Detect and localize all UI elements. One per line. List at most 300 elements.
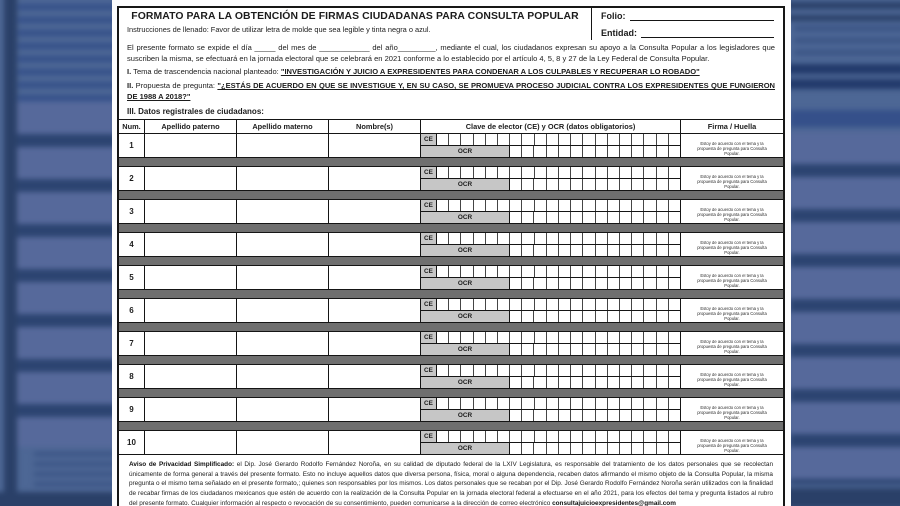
ocr-strip <box>421 344 680 355</box>
ce-box <box>620 134 632 145</box>
ocr-strip <box>421 377 680 388</box>
apellido-paterno-cell <box>145 365 237 388</box>
ocr-box <box>547 443 559 454</box>
ce-box <box>547 233 559 244</box>
document-page <box>112 0 791 506</box>
ocr-box <box>608 443 620 454</box>
ocr-box <box>596 212 608 223</box>
consent-note: Estoy de acuerdo con el tema y la propuesta de pregunta para Consulta Popular. <box>697 372 767 387</box>
ocr-box <box>510 410 522 421</box>
ce-box <box>474 398 486 409</box>
ce-box <box>632 266 644 277</box>
background-edge-strip <box>4 0 17 506</box>
consent-note: Estoy de acuerdo con el tema y la propuesta de pregunta para Consulta Popular. <box>697 174 767 189</box>
ce-box <box>437 134 449 145</box>
ce-box <box>510 134 522 145</box>
ce-box <box>669 431 680 442</box>
ocr-box <box>620 245 632 256</box>
entidad-row <box>601 28 774 38</box>
ce-box <box>608 332 620 343</box>
row-number-cell: 7 <box>119 332 145 355</box>
ce-strip <box>421 134 680 146</box>
ocr-box <box>559 245 571 256</box>
folio-row <box>601 11 774 21</box>
ocr-box <box>632 245 644 256</box>
clave-elector-cell <box>421 431 681 454</box>
background-bottom-bar <box>0 492 116 506</box>
privacy-notice-body: el Dip. José Gerardo Rodolfo Fernández Noroña, en su calidad de diputado federal de la LXIV Legislatura, es responsable del tratamiento de los datos personales que se recolectan únicamente de forma general a través del presente formato. Esto no incluye aquellos datos que diversa persona, física, moral o alguna dependencia, recaben datos afirmando el mismo objeto de la Consulta Popular, la misma pregunta o el mismo tema señalado en el presente formato,; quienes son responsables por los mismos. Los datos personales que se recaban por el Dip. José Gerardo Rodolfo Fernández Noroña serán utilizados con la finalidad de recabar firmas de los ciudadanos mexicanos que estén de acuerdo con la realización de la Consulta Popular en la jornada electoral federal a efectuarse en el año 2021, para los efectos del tema y pregunta listados al rubro del presente formato. Cualquier información al respecto o revocación de su consentimiento, pueden comunicarse a la dirección de correo electrónico <box>129 461 774 506</box>
clave-elector-cell <box>421 365 681 388</box>
ce-box <box>535 365 547 376</box>
ocr-box <box>522 146 534 157</box>
ocr-strip <box>421 443 680 454</box>
background-text-lines <box>794 26 900 60</box>
ce-box <box>571 431 583 442</box>
ocr-label: OCR <box>421 344 510 355</box>
ce-box <box>522 134 534 145</box>
ce-box <box>437 398 449 409</box>
row-number-cell: 6 <box>119 299 145 322</box>
background-quote-bar <box>786 79 900 89</box>
ocr-box <box>620 212 632 223</box>
ce-box <box>620 299 632 310</box>
ocr-box <box>596 410 608 421</box>
ce-box <box>522 332 534 343</box>
ce-box <box>522 365 534 376</box>
ocr-box <box>534 146 546 157</box>
ce-box <box>644 332 656 343</box>
ce-box <box>510 299 522 310</box>
ce-box <box>449 233 461 244</box>
ce-box <box>657 431 669 442</box>
ocr-box <box>608 245 620 256</box>
table-row <box>119 200 783 223</box>
ocr-box <box>547 344 559 355</box>
ce-box <box>498 200 510 211</box>
apellido-paterno-cell <box>145 431 237 454</box>
ce-box <box>547 431 559 442</box>
ce-strip <box>421 200 680 212</box>
ce-box <box>510 233 522 244</box>
apellido-materno-cell <box>237 134 329 157</box>
ocr-box <box>522 245 534 256</box>
firma-huella-cell <box>681 266 783 289</box>
ce-box <box>596 365 608 376</box>
ce-box <box>644 233 656 244</box>
ocr-box <box>632 278 644 289</box>
ocr-box <box>547 410 559 421</box>
ce-box <box>644 299 656 310</box>
ocr-box <box>657 311 669 322</box>
row-separator-bar <box>119 256 783 266</box>
ce-box <box>583 266 595 277</box>
ocr-box <box>534 311 546 322</box>
ocr-box <box>534 443 546 454</box>
ce-label: CE <box>421 431 437 442</box>
ocr-box <box>669 212 680 223</box>
table-row <box>119 233 783 256</box>
ce-box <box>474 266 486 277</box>
ocr-box <box>620 377 632 388</box>
ocr-box <box>608 278 620 289</box>
ocr-box <box>510 146 522 157</box>
ocr-box <box>669 278 680 289</box>
ocr-label: OCR <box>421 377 510 388</box>
ce-box <box>449 299 461 310</box>
ce-strip <box>421 332 680 344</box>
ce-box <box>559 332 571 343</box>
ce-box <box>571 332 583 343</box>
apellido-paterno-cell <box>145 299 237 322</box>
privacy-notice-lead: Aviso de Privacidad Simplificado: <box>129 461 235 469</box>
ce-box <box>583 365 595 376</box>
ce-box <box>486 431 498 442</box>
ce-box <box>522 299 534 310</box>
ce-strip <box>421 431 680 443</box>
row-number-cell: 4 <box>119 233 145 256</box>
ocr-box <box>534 410 546 421</box>
header-cell: Clave de elector (CE) y OCR (datos obligatorios) <box>421 120 681 133</box>
ce-box <box>437 266 449 277</box>
background-line-bar <box>786 2 900 9</box>
ocr-box <box>644 344 656 355</box>
ce-box <box>535 332 547 343</box>
form-header <box>119 8 783 40</box>
ocr-box <box>571 443 583 454</box>
ocr-box <box>522 179 534 190</box>
ocr-box <box>620 410 632 421</box>
ce-box <box>547 332 559 343</box>
ocr-box <box>534 278 546 289</box>
ocr-box <box>522 377 534 388</box>
ocr-box <box>632 410 644 421</box>
table-row <box>119 266 783 289</box>
ocr-box <box>669 410 680 421</box>
ce-box <box>657 167 669 178</box>
ocr-strip <box>421 311 680 322</box>
question-item-quote: "¿ESTÁS DE ACUERDO EN QUE SE INVESTIGUE Y, EN SU CASO, SE PROMUEVA PROCESO JUDICIAL CONTRA LOS EXPRESIDENTES QUE FUNGIERON DE 1988 A 2018?" <box>127 81 776 102</box>
ce-box <box>474 431 486 442</box>
consent-note: Estoy de acuerdo con el tema y la propuesta de pregunta para Consulta Popular. <box>697 339 767 354</box>
ocr-strip <box>421 278 680 289</box>
ce-label: CE <box>421 365 437 376</box>
apellido-paterno-cell <box>145 266 237 289</box>
ce-box <box>559 167 571 178</box>
question-item <box>119 81 783 103</box>
ocr-box <box>547 146 559 157</box>
ocr-box <box>559 311 571 322</box>
ocr-box <box>583 245 595 256</box>
table-row <box>119 431 783 454</box>
ocr-box <box>583 410 595 421</box>
ocr-box <box>510 443 522 454</box>
privacy-notice <box>119 460 783 506</box>
nombres-cell <box>329 431 421 454</box>
row-separator-bar <box>119 190 783 200</box>
ce-box <box>596 398 608 409</box>
ocr-box <box>657 410 669 421</box>
ocr-box <box>644 443 656 454</box>
ce-box <box>657 266 669 277</box>
topic-item <box>119 67 783 78</box>
ocr-strip <box>421 146 680 157</box>
nombres-cell <box>329 365 421 388</box>
ocr-box <box>644 410 656 421</box>
header-cell: Nombre(s) <box>329 120 421 133</box>
ocr-box <box>583 212 595 223</box>
ocr-box <box>522 311 534 322</box>
ce-box <box>498 233 510 244</box>
ce-box <box>559 233 571 244</box>
ce-box <box>547 167 559 178</box>
ocr-box <box>632 212 644 223</box>
ce-box <box>608 299 620 310</box>
ce-box <box>571 200 583 211</box>
nombres-cell <box>329 134 421 157</box>
header-cell: Num. <box>119 120 145 133</box>
firma-huella-cell <box>681 299 783 322</box>
ocr-box <box>608 179 620 190</box>
ce-box <box>486 200 498 211</box>
ce-box <box>461 332 473 343</box>
ocr-box <box>657 245 669 256</box>
ocr-strip <box>421 179 680 190</box>
row-number-cell: 3 <box>119 200 145 223</box>
ce-box <box>596 233 608 244</box>
ce-box <box>449 200 461 211</box>
ce-box <box>449 431 461 442</box>
ocr-box <box>632 344 644 355</box>
firma-huella-cell <box>681 200 783 223</box>
ce-box <box>486 299 498 310</box>
ce-box <box>510 167 522 178</box>
row-separator-bar <box>119 322 783 332</box>
ce-box <box>522 233 534 244</box>
ce-box <box>474 200 486 211</box>
ce-box <box>608 134 620 145</box>
ce-box <box>632 299 644 310</box>
ocr-strip <box>421 245 680 256</box>
ce-box <box>571 398 583 409</box>
ocr-box <box>644 311 656 322</box>
ce-label: CE <box>421 332 437 343</box>
form-header-right <box>591 8 783 40</box>
ocr-box <box>620 311 632 322</box>
ce-box <box>669 134 680 145</box>
ce-box <box>535 266 547 277</box>
ce-box <box>632 200 644 211</box>
ce-box <box>608 167 620 178</box>
ocr-label: OCR <box>421 245 510 256</box>
ce-box <box>583 398 595 409</box>
ocr-box <box>608 377 620 388</box>
topic-item-quote: "INVESTIGACIÓN Y JUICIO A EXPRESIDENTES PARA CONDENAR A LOS CULPABLES Y RECUPERAR LO ROBADO" <box>280 67 700 77</box>
ce-box <box>657 233 669 244</box>
row-number-cell: 2 <box>119 167 145 190</box>
question-item-number: II. <box>127 81 134 91</box>
ocr-box <box>596 311 608 322</box>
ce-box <box>486 233 498 244</box>
ocr-box <box>596 443 608 454</box>
apellido-materno-cell <box>237 332 329 355</box>
background-blur-right <box>786 0 900 506</box>
ce-box <box>559 365 571 376</box>
firma-huella-cell <box>681 365 783 388</box>
ce-box <box>535 431 547 442</box>
ocr-box <box>571 146 583 157</box>
row-separator-bar <box>119 421 783 431</box>
ocr-label: OCR <box>421 146 510 157</box>
ce-box <box>498 332 510 343</box>
ce-box <box>632 398 644 409</box>
ocr-box <box>644 179 656 190</box>
ce-strip <box>421 299 680 311</box>
ocr-box <box>583 146 595 157</box>
ce-box <box>669 398 680 409</box>
ocr-box <box>534 377 546 388</box>
ocr-box <box>571 410 583 421</box>
row-separator-bar <box>119 289 783 299</box>
ocr-label: OCR <box>421 212 510 223</box>
nombres-cell <box>329 332 421 355</box>
ce-box <box>486 365 498 376</box>
ce-box <box>644 398 656 409</box>
ce-box <box>571 365 583 376</box>
firma-huella-cell <box>681 398 783 421</box>
ocr-box <box>559 410 571 421</box>
ce-box <box>657 299 669 310</box>
ce-box <box>535 299 547 310</box>
ce-box <box>437 332 449 343</box>
apellido-materno-cell <box>237 299 329 322</box>
ce-box <box>535 233 547 244</box>
ocr-box <box>583 344 595 355</box>
ce-strip <box>421 398 680 410</box>
ce-box <box>571 266 583 277</box>
ocr-box <box>559 146 571 157</box>
header-cell: Apellido materno <box>237 120 329 133</box>
background-bottom-bar <box>786 488 900 506</box>
ocr-label: OCR <box>421 179 510 190</box>
ocr-box <box>559 278 571 289</box>
ce-box <box>559 431 571 442</box>
ocr-box <box>559 377 571 388</box>
form-header-left <box>119 8 591 40</box>
background-line-bar <box>786 15 900 21</box>
ce-box <box>522 167 534 178</box>
ce-box <box>547 299 559 310</box>
apellido-paterno-cell <box>145 332 237 355</box>
table-header-row <box>119 120 783 134</box>
ce-box <box>669 167 680 178</box>
clave-elector-cell <box>421 167 681 190</box>
ocr-box <box>559 344 571 355</box>
ce-box <box>474 167 486 178</box>
ocr-strip <box>421 212 680 223</box>
ocr-box <box>510 245 522 256</box>
ocr-box <box>644 146 656 157</box>
ocr-box <box>644 245 656 256</box>
apellido-materno-cell <box>237 200 329 223</box>
ce-box <box>657 365 669 376</box>
ce-box <box>620 398 632 409</box>
row-number-cell: 8 <box>119 365 145 388</box>
ocr-box <box>547 179 559 190</box>
ce-box <box>461 134 473 145</box>
ce-box <box>608 233 620 244</box>
ce-box <box>596 200 608 211</box>
ce-box <box>449 332 461 343</box>
ce-box <box>449 398 461 409</box>
table-row <box>119 365 783 388</box>
ocr-box <box>632 311 644 322</box>
registry-heading: III. Datos registrales de ciudadanos: <box>127 107 264 117</box>
ce-box <box>583 299 595 310</box>
ocr-box <box>657 344 669 355</box>
page-title: FORMATO PARA LA OBTENCIÓN DE FIRMAS CIUDADANAS PARA CONSULTA POPULAR <box>131 11 579 22</box>
firma-huella-cell <box>681 134 783 157</box>
consent-note: Estoy de acuerdo con el tema y la propuesta de pregunta para Consulta Popular. <box>697 141 767 156</box>
entidad-label: Entidad: <box>601 28 637 38</box>
header-cell: Firma / Huella <box>707 122 757 132</box>
ce-box <box>644 266 656 277</box>
background-text-lines <box>18 4 116 102</box>
ce-box <box>644 134 656 145</box>
ce-box <box>669 200 680 211</box>
ocr-box <box>522 410 534 421</box>
ocr-box <box>583 179 595 190</box>
row-separator-bar <box>119 157 783 167</box>
ce-box <box>644 200 656 211</box>
background-quote-bar <box>786 64 900 74</box>
ce-box <box>510 398 522 409</box>
firma-huella-cell <box>681 332 783 355</box>
ce-box <box>608 266 620 277</box>
ocr-box <box>534 179 546 190</box>
apellido-materno-cell <box>237 398 329 421</box>
ce-strip <box>421 167 680 179</box>
consent-note: Estoy de acuerdo con el tema y la propuesta de pregunta para Consulta Popular. <box>697 240 767 255</box>
ocr-box <box>583 311 595 322</box>
ce-box <box>596 299 608 310</box>
ce-box <box>547 134 559 145</box>
row-separator-bar <box>119 223 783 233</box>
ce-box <box>583 431 595 442</box>
ce-box <box>608 365 620 376</box>
ocr-box <box>547 377 559 388</box>
ocr-box <box>669 311 680 322</box>
ce-box <box>437 431 449 442</box>
question-item-label: Propuesta de pregunta: <box>135 81 216 91</box>
apellido-materno-cell <box>237 365 329 388</box>
ce-box <box>608 200 620 211</box>
ocr-box <box>596 146 608 157</box>
form-outer-box <box>117 6 785 506</box>
clave-elector-cell <box>421 299 681 322</box>
folio-label: Folio: <box>601 11 626 21</box>
ocr-box <box>522 212 534 223</box>
ce-box <box>559 266 571 277</box>
ce-strip <box>421 233 680 245</box>
background-header-bar <box>790 110 900 127</box>
privacy-email: consultajuicioexpresidentes@gmail.com <box>552 499 676 506</box>
ocr-box <box>510 344 522 355</box>
ce-box <box>620 431 632 442</box>
ocr-box <box>510 278 522 289</box>
row-number-cell: 1 <box>119 134 145 157</box>
ce-box <box>498 266 510 277</box>
apellido-materno-cell <box>237 266 329 289</box>
